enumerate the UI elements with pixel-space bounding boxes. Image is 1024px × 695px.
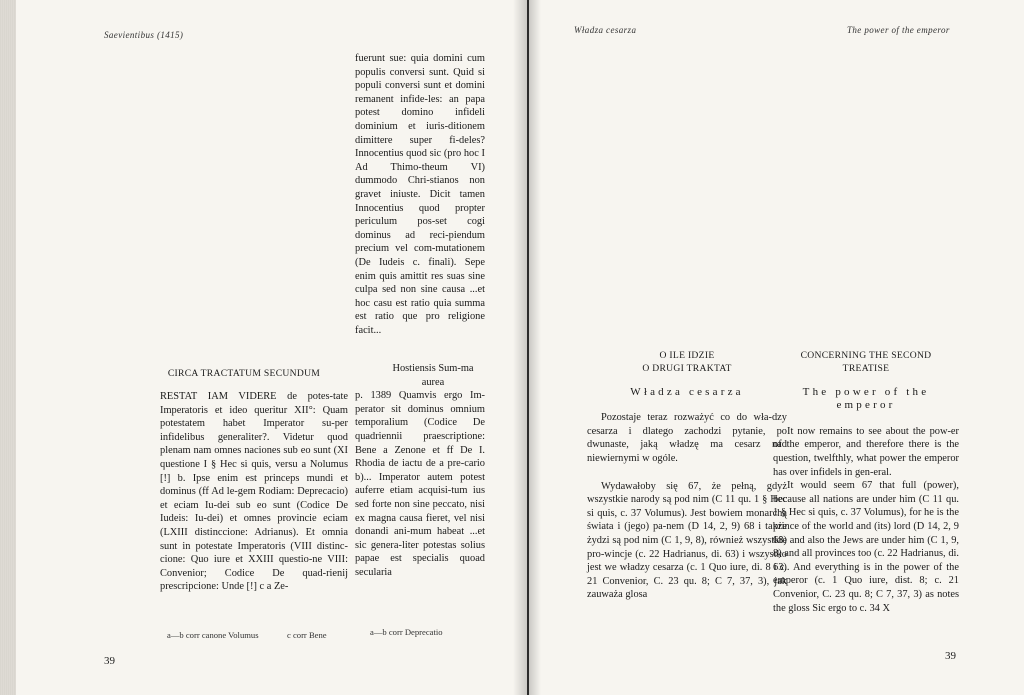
footnote: a—b corr Deprecatio [370,627,443,637]
english-paragraph: It would seem 67 that full (power), because all nations are under him (C 11 qu. 1 § Hec si quis, c. 37 Volumus), for he is the prince of the world and (its) lord (D 14, 2, 9 68) and also the Jews are under him (C 1, 9, 8) and all provinces too (c. 22 Hadrianus, di. 63). And everything is in the power of the emperor (c. 1 Quo iure, dist. 8; c. 21 Convenior, C. 23 qu. 8; C 7, 37, 3) as notes the gloss Sic ergo to c. 34 X [773,480,959,614]
polish-subheading: Władza cesarza [630,385,744,398]
gloss-heading: Hostiensis Sum-ma aurea [392,363,474,388]
footnote: a—b corr canone Volumus [167,630,259,640]
gloss-column [355,362,485,580]
polish-heading-line-2: O DRUGI TRAKTAT [642,362,732,374]
section-heading: CIRCA TRACTATUM SECUNDUM [167,368,321,379]
page-number: 39 [945,650,956,662]
polish-paragraph: Wydawałoby się 67, że pełną, gdyż wszystkie narody są pod nim (C 11 qu. 1 § Hec si quis, c. 37 Volumus). Jest bowiem monarchą świata i (jego) pa-nem (D 14, 2, 9) 68 i także żydzi są pod nim (C 1, 9, 8), również wszystkie pro-wincje (c. 22 Hadrianus, di. 63) i wszystko jest we władzy cesarza (c. 1 Quo iure, di. 8 i c. 21 Convenior, C. 23 qu. 8; C 7, 37, 3), jak zauważa glosa [587,480,787,601]
running-head-right: The power of the emperor [847,25,950,35]
english-heading-line-1: CONCERNING THE SECOND [800,350,932,361]
spine-shadow [513,0,527,695]
spine-shadow [529,0,541,695]
page-number: 39 [104,655,115,667]
right-page [529,0,1024,695]
running-head-left: Władza cesarza [574,25,637,35]
polish-heading-line-1: O ILE IDZIE [659,350,715,361]
page-edge-stack [0,0,16,695]
gloss-text: p. 1389 Quamvis ergo Im-perator sit dominus omnium temporalium (Codice De quadriennii praescriptione: Bene a Zenone et ff De I. Rhodia de iactu de a pre-cario b)... Imperator autem potest auferre etiam acquisi-tum ius sed forte non sine peccato, nisi ex magna causa fieret, vel nisi donandi ani-mum habeat ...et sic genera-liter potestas solius papae est specialis quoad secularia [355,390,485,578]
footnote: c corr Bene [287,630,327,640]
commentary-column [355,52,485,337]
polish-column [587,350,787,602]
main-text-column [160,390,348,594]
polish-paragraph: Pozostaje teraz rozważyć co do wła-dzy cesarza i dlatego zachodzi pytanie, po dwunaste, jaką władzę ma cesarz nad niewiernymi w ogóle. [587,412,787,464]
english-heading-line-2: TREATISE [842,362,890,374]
commentary-text: fuerunt sue: quia domini cum populis conversi sunt. Quid si populi conversi sunt et domini remanent infide-les: an papa potest domino infideli dominium et iuris-ditionem dimittere super fi-deles? Innocentius quod sic (pro hoc I Ad Thimo-theum VI) dummodo Chri-stianos non gravet iniuste. Dicit tamen Innocentius quod propter periculum pos-set cogi dominus ad reci-piendum precium vel com-mutationem (De Iudeis c. finali). Sepe enim quis amittit res suas sine culpa sed non sine causa ...et hoc casu est ratio quia summa est ratio que pro religione facit... [355,53,485,336]
running-head: Saevientibus (1415) [104,30,184,40]
english-column [773,350,959,615]
english-paragraph: It now remains to see about the pow-er of the emperor, and therefore there is the question, twelfthly, what power the emperor has over infidels in gen-eral. [773,425,959,478]
english-subheading: The power of the emperor [802,385,930,412]
main-text: RESTAT IAM VIDERE de potes-tate Imperatoris et ideo queritur XII°: Quam potestatem habet Imperator su-per infidelibus generaliter?. Videtur quod plenam nam omnes naciones sub eo sunt (XI questione I § Hec si quis, versu a Nolumus [!] b. Ipse enim est princeps mundi et dominus (ff Ad le-gem Rodiam: Deprecacio) et eciam Iu-dei sub eo sunt (Codice De Iudeis: Iu-dei) et omnes provincie eciam (LXIII distinccione: Adrianus). Et omnia sunt in potestate Imperatoris (VIII distinc-cione: Quo iure et XXIII questio-ne VIII: Convenior; Codice De quad-rienij prescripcione: Unde [!] c a Ze- [160,391,348,593]
